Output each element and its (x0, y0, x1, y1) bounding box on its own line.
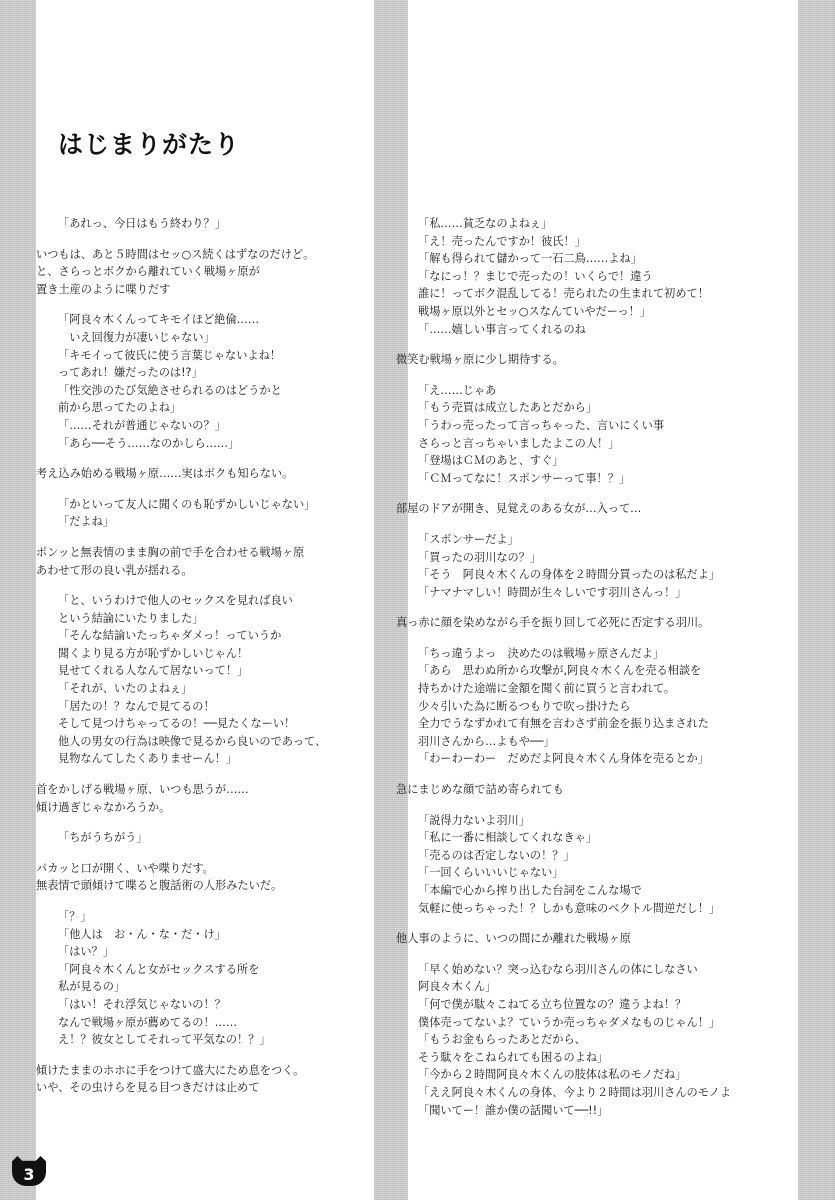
text-line: 少々引いた為に断るつもりで吹っ掛けたら (418, 699, 631, 713)
text-line: 「売るのは否定しないの！？」 (418, 848, 575, 862)
dialogue-block (396, 961, 796, 1119)
text-line: 部屋のドアが開き、見覚えのある女が…入って… (396, 502, 642, 516)
text-line: 「はい？」 (58, 945, 114, 959)
dialogue-block (396, 645, 796, 768)
text-line: 「ええ阿良々木くんの身体、今より２時間は羽川さんのモノよ (418, 1085, 732, 1099)
narration-block (36, 544, 366, 579)
dialogue-block (36, 215, 366, 233)
text-line: 急にまじめな顔で詰め寄られても (396, 783, 564, 797)
narration-block (36, 781, 366, 816)
text-line: 「あら 思わぬ所から攻撃が,阿良々木くんを売る相談を (418, 664, 702, 678)
narration-block (36, 246, 366, 299)
text-line: 「もうお金もらったあとだから、 (418, 1033, 586, 1047)
text-line: 「ＣＭってなに！スポンサーって事！？」 (418, 471, 631, 485)
text-line: 他人の男女の行為は映像で見るから良いのであって、 (58, 734, 327, 748)
text-line: あわせて形の良い乳が揺れる。 (36, 563, 193, 577)
text-line: 「え……じゃあ (418, 383, 497, 397)
text-line: そう駄々をこねられても困るのよね」 (418, 1050, 609, 1064)
dialogue-block (36, 311, 366, 452)
page-number-badge (12, 1156, 46, 1186)
dialogue-block (36, 496, 366, 531)
text-line: 考え込み始める戦場ヶ原……実はボクも知らない。 (36, 467, 294, 481)
text-line: 「阿良々木くんと女がセックスする所を (58, 962, 260, 976)
text-line: 置き土産のように喋りだす (36, 282, 171, 296)
text-line: 「と、いうわけで他人のセックスを見れば良い (58, 594, 293, 608)
text-line: 「一回くらいいいじゃない」 (418, 866, 564, 880)
text-line: 「え！売ったんですか！彼氏！」 (418, 234, 586, 248)
text-line: 聞くより見る方が恥ずかしいじゃん！ (58, 646, 249, 660)
text-line: 「ナマナマしい！時間が生々しいです羽川さんっ！」 (418, 585, 687, 599)
dialogue-block (396, 382, 796, 488)
page-title: はじまりがたり (58, 130, 241, 159)
dialogue-block (396, 531, 796, 601)
text-line: 「それが、いたのよねぇ」 (58, 682, 193, 696)
text-line: 「私に一番に相談してくれなきゃ」 (418, 831, 598, 845)
text-line: 僕体売ってないよ？ていうか売っちゃダメなものじゃん！」 (418, 1015, 721, 1029)
text-line: 「説得力ないよ羽川」 (418, 813, 530, 827)
text-line: 「何で僕が駄々こねてる立ち位置なの？違うよね！？ (418, 997, 687, 1011)
text-line: 「……嬉しい事言ってくれるのね (418, 322, 586, 336)
narration-block (36, 1062, 366, 1097)
dialogue-block (36, 908, 366, 1049)
narration-block (396, 351, 796, 369)
narration-block (396, 781, 796, 799)
text-line: 「性交渉のたび気絶させられるのはどうかと (58, 383, 282, 397)
dialogue-block (36, 592, 366, 768)
text-line: 「はい！それ浮気じゃないの！？ (58, 997, 226, 1011)
text-line: と、さらっとボクから離れていく戦場ヶ原が (36, 265, 260, 279)
text-line: 誰に！ってボク混乱してる！売られたの生まれて初めて！ (418, 287, 709, 301)
text-line: 「本編で心から搾り出した台詞をこんな場で (418, 884, 642, 897)
page-number: 3 (23, 1164, 35, 1184)
text-line: 首をかしげる戦場ヶ原、いつも思うが…… (36, 783, 249, 797)
narration-block (396, 614, 796, 632)
text-line: 他人事のように、いつの間にか離れた戦場ヶ原 (396, 932, 631, 946)
text-line: 前から思ってたのよね」 (58, 401, 182, 415)
text-line: 「そう 阿良々木くんの身体を２時間分買ったのは私だよ」 (418, 568, 721, 582)
text-line: 「早く始めない？突っ込むなら羽川さんの体にしなさい (418, 962, 698, 976)
text-line: 「スポンサーだよ」 (418, 532, 519, 546)
text-line: 「あれっ、今日はもう終わり？」 (58, 217, 226, 230)
text-line: 羽川さんから…よもや──」 (418, 734, 555, 748)
text-line: 「そんな結論いたっちゃダメっ！っていうか (58, 629, 282, 643)
text-line: 「登場はＣＭのあと、すぐ」 (418, 454, 564, 468)
text-line: 「居たの！？なんで見てるの！ (58, 699, 215, 713)
text-line: 傾けたままのホホに手をつけて盛大にため息をつく。 (36, 1063, 305, 1077)
text-line: ってあれ！嫌だったのは!?」 (58, 366, 203, 380)
text-line: 「……それが普通じゃないの？」 (58, 418, 226, 432)
text-line: 「ちがうちがう」 (58, 831, 148, 845)
text-column-left (36, 215, 366, 1110)
text-line: 気軽に使っちゃった！？しかも意味のベクトル間逆だし！」 (418, 901, 721, 915)
dialogue-block (396, 215, 796, 338)
text-line: 微笑む戦場ヶ原に少し期待する。 (396, 353, 564, 367)
text-line: 「わーわーわー だめだよ阿良々木くん身体を売るとか」 (418, 752, 709, 766)
text-line: 傾け過ぎじゃなかろうか。 (36, 800, 171, 814)
text-line: 持ちかけた途端に金額を聞く前に買うと言われて。 (418, 682, 676, 696)
text-line: 私が見るの」 (58, 980, 126, 994)
text-line: 「なにっ！？まじで売ったの！いくらで！違う (418, 269, 653, 283)
text-line: という結論にいたりました」 (58, 611, 204, 625)
text-line: 見物なんてしたくありませーん！」 (58, 752, 238, 766)
text-line: 「もう売買は成立したあとだから」 (418, 401, 598, 415)
text-line: 「他人は お・ん・な・だ・け」 (58, 927, 226, 941)
text-column-right (396, 215, 796, 1132)
narration-block (36, 860, 366, 895)
text-line: パカッと口が開く、いや喋りだす。 (36, 861, 214, 875)
text-line: 全力でうなずかれて有無を言わさず前金を振り込まされた (418, 717, 709, 731)
narration-block (36, 465, 366, 483)
text-line: 「キモイって彼氏に使う言葉じゃないよね！ (58, 348, 281, 362)
text-line: 真っ赤に顔を染めながら手を振り回して必死に否定する羽川。 (396, 616, 710, 630)
text-line: 「だよね」 (58, 515, 114, 529)
page-margin-right (798, 0, 835, 1200)
narration-block (396, 930, 796, 948)
dialogue-block (36, 829, 366, 847)
dialogue-block (396, 812, 796, 918)
text-line: そして見つけちゃってるの！──見たくなーい！ (58, 717, 296, 731)
text-line: いつもは、あと５時間はセッ○ス続くはずなのだけど。 (36, 247, 315, 261)
narration-block (396, 500, 796, 518)
text-line: いや、その虫けらを見る目つきだけは止めて (36, 1081, 260, 1095)
text-line: なんで戦場ヶ原が薦めてるの！…… (58, 1015, 238, 1029)
text-line: いえ回復力が凄いじゃない」 (58, 330, 215, 344)
text-line: 「解も得られて儲かって一石二鳥……よね」 (418, 252, 642, 266)
text-line: 戦場ヶ原以外とセッ○スなんていやだーっ！」 (418, 304, 652, 318)
text-line: 「かといって友人に聞くのも恥ずかしいじゃない」 (58, 497, 316, 511)
text-line: さらっと言っちゃいましたよこの人！」 (418, 436, 620, 450)
text-line: ポンッと無表情のまま胸の前で手を合わせる戦場ヶ原 (36, 545, 305, 559)
text-line: 「ちっ違うよっ 決めたのは戦場ヶ原さんだよ」 (418, 646, 665, 660)
text-line: 「あら──そう……なのかしら……」 (58, 436, 240, 450)
text-line: 「私……貧乏なのよねぇ」 (418, 217, 553, 230)
text-line: 「買ったの羽川なの？」 (418, 550, 542, 564)
text-line: 阿良々木くん」 (418, 980, 497, 994)
text-line: 「阿良々木くんってキモイほど絶倫…… (58, 313, 260, 327)
text-line: 「聞いてー！誰か僕の話聞いて──!!」 (418, 1103, 609, 1117)
text-line: 「？」 (58, 910, 92, 923)
text-line: 「今から２時間阿良々木くんの肢体は私のモノだね」 (418, 1068, 687, 1082)
text-line: え！？彼女としてそれって平気なの！？」 (58, 1033, 271, 1047)
text-line: 見せてくれる人なんて居ないって！」 (58, 664, 249, 678)
page-margin-left (0, 0, 36, 1200)
text-line: 無表情で頭傾けて喋ると腹話術の人形みたいだ。 (36, 879, 283, 893)
text-line: 「うわっ売ったって言っちゃった、言いにくい事 (418, 418, 665, 432)
